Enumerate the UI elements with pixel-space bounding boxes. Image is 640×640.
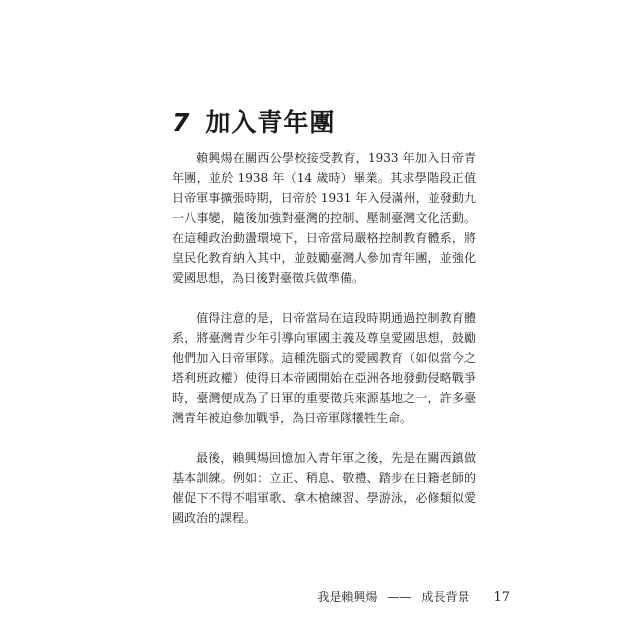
footer-book-title: 我是賴興煬: [317, 590, 378, 604]
footer-section-title: 成長背景: [421, 590, 470, 604]
page-number: 17: [493, 590, 510, 605]
chapter-title: 加入青年團: [205, 108, 336, 137]
chapter-number: 7: [172, 108, 190, 137]
paragraph-2: 值得注意的是，日帝當局在這段時期通過控制教育體系，將臺灣青少年引導向軍國主義及尊皇愛國思想，鼓勵他們加入日帝軍隊。這種洗腦式的愛國教育（如似當今之塔利班政權）使得日本帝國開始在亞洲各地發動侵略戰爭時，臺灣便成為了日軍的重要徵兵來源基地之一，許多臺灣青年被迫參加戰爭，為日帝軍隊犧牲生命。: [172, 311, 476, 425]
running-footer: [317, 588, 510, 605]
footer-separator: ——: [387, 590, 412, 604]
paragraph-3: 最後，賴興煬回憶加入青年軍之後，先是在關西鎮做基本訓練。例如：立正、稍息、敬禮、踏步在日籍老師的催促下不得不唱軍歌、拿木槍練習、學游泳，必修類似愛國政治的課程。: [172, 451, 476, 525]
chapter-heading: [172, 103, 335, 139]
body-text: [172, 148, 476, 528]
paragraph-1: 賴興煬在關西公學校接受教育，1933 年加入日帝青年團，並於 1938 年（14 歲時）畢業。其求學階段正值日帝軍事擴張時期，日帝於 1931 年入侵滿州，並發動九一八事變，隨後加強對臺灣的控制、壓制臺灣文化活動。在這種政治動盪環境下，日帝當局嚴格控制教育體系，將皇民化教育納入其中，並鼓勵臺灣人參加青年團，並強化愛國思想，為日後對臺徵兵做準備。: [172, 151, 476, 285]
